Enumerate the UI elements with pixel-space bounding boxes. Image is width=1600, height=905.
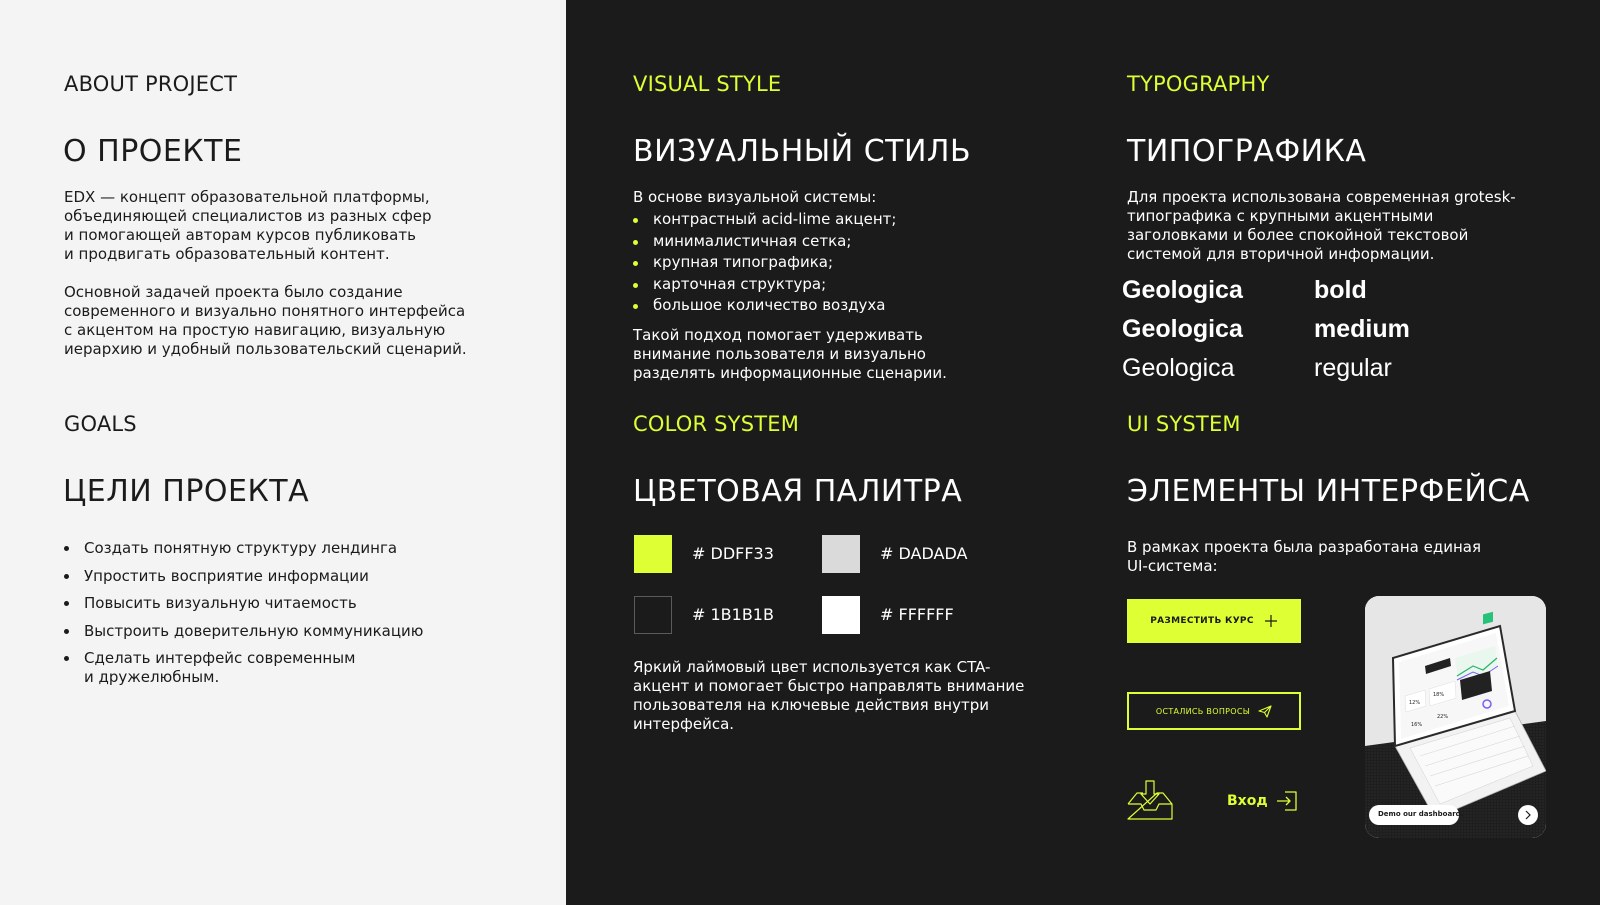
goals-list bbox=[62, 539, 532, 696]
visual-style-item: большое количество воздуха bbox=[631, 295, 1051, 317]
font-weight-medium: medium bbox=[1314, 315, 1410, 343]
color-system-label: COLOR SYSTEM bbox=[633, 412, 800, 436]
svg-text:18%: 18% bbox=[1433, 692, 1445, 698]
typography-label: TYPOGRAPHY bbox=[1127, 72, 1270, 96]
swatch-gray bbox=[822, 535, 860, 573]
visual-style-label: VISUAL STYLE bbox=[633, 72, 782, 96]
font-weight-regular: regular bbox=[1314, 354, 1392, 382]
ui-system-label: UI SYSTEM bbox=[1127, 412, 1241, 436]
visual-style-item: крупная типографика; bbox=[631, 252, 1051, 274]
login-label: Вход bbox=[1227, 793, 1268, 809]
visual-outro-line: разделять информационные сценарии. bbox=[633, 364, 947, 382]
demo-dashboard-label: Demo our dashboard. bbox=[1378, 810, 1464, 818]
about-paragraph-1 bbox=[64, 188, 544, 264]
swatch-white-label: # FFFFFF bbox=[880, 605, 954, 624]
font-sample-bold: Geologica bbox=[1122, 276, 1243, 304]
visual-style-item: карточная структура; bbox=[631, 274, 1051, 296]
goal-item: Создать понятную структуру лендинга bbox=[62, 539, 532, 558]
about-p2-line: современного и визуально понятного интерфейса bbox=[64, 302, 466, 320]
login-link[interactable] bbox=[1227, 790, 1298, 812]
goal-item: Сделать интерфейс современным и дружелюбным. bbox=[62, 649, 532, 687]
color-desc-line: интерфейса. bbox=[633, 715, 735, 733]
ui-system-description bbox=[1127, 538, 1547, 576]
color-system-title: ЦВЕТОВАЯ ПАЛИТРА bbox=[633, 474, 963, 509]
visual-style-title: ВИЗУАЛЬНЫЙ СТИЛЬ bbox=[633, 134, 972, 169]
typography-description bbox=[1127, 188, 1577, 264]
swatch-dark-label: # 1B1B1B bbox=[692, 605, 774, 624]
about-label: ABOUT PROJECT bbox=[64, 72, 238, 96]
about-p1-line: EDX — концепт образовательной платформы, bbox=[64, 188, 430, 206]
svg-text:12%: 12% bbox=[1409, 700, 1421, 706]
color-desc-line: акцент и помогает быстро направлять внимание bbox=[633, 677, 1025, 695]
about-p1-line: и помогающей авторам курсов публиковать bbox=[64, 226, 416, 244]
post-course-button[interactable] bbox=[1127, 599, 1301, 643]
visual-outro-line: внимание пользователя и визуально bbox=[633, 345, 926, 363]
about-panel bbox=[0, 0, 566, 905]
visual-style-outro bbox=[633, 326, 1053, 383]
send-icon bbox=[1258, 705, 1272, 718]
goal-item: Повысить визуальную читаемость bbox=[62, 594, 532, 613]
about-p1-line: объединяющей специалистов из разных сфер bbox=[64, 207, 432, 225]
ui-desc-line: UI-система: bbox=[1127, 557, 1218, 575]
inbox-download-icon[interactable] bbox=[1127, 780, 1173, 824]
swatch-gray-label: # DADADA bbox=[880, 544, 968, 563]
font-weight-bold: bold bbox=[1314, 276, 1367, 304]
svg-text:16%: 16% bbox=[1411, 722, 1423, 728]
design-panel bbox=[566, 0, 1600, 905]
plus-icon bbox=[1264, 614, 1278, 628]
swatch-lime bbox=[634, 535, 672, 573]
ui-system-title: ЭЛЕМЕНТЫ ИНТЕРФЕЙСА bbox=[1127, 474, 1530, 509]
color-desc-line: пользователя на ключевые действия внутри bbox=[633, 696, 990, 714]
about-p2-line: Основной задачей проекта было создание bbox=[64, 283, 403, 301]
typography-desc-line: типографика с крупными акцентными bbox=[1127, 207, 1434, 225]
questions-button[interactable] bbox=[1127, 692, 1301, 730]
font-sample-regular: Geologica bbox=[1122, 354, 1235, 382]
color-system-description bbox=[633, 658, 1073, 734]
login-icon bbox=[1276, 790, 1298, 812]
goal-item: Выстроить доверительную коммуникацию bbox=[62, 622, 532, 641]
about-paragraph-2 bbox=[64, 283, 554, 359]
font-sample-medium: Geologica bbox=[1122, 315, 1243, 343]
visual-style-item: минималистичная сетка; bbox=[631, 231, 1051, 253]
about-p2-line: иерархию и удобный пользовательский сценарий. bbox=[64, 340, 467, 358]
goal-item: Упростить восприятие информации bbox=[62, 567, 532, 586]
post-course-button-label: РАЗМЕСТИТЬ КУРС bbox=[1150, 616, 1254, 626]
typography-desc-line: заголовками и более спокойной текстовой bbox=[1127, 226, 1469, 244]
svg-text:22%: 22% bbox=[1437, 714, 1449, 720]
laptop-illustration bbox=[1365, 596, 1546, 838]
visual-style-item: контрастный acid-lime акцент; bbox=[631, 209, 1051, 231]
about-title: О ПРОЕКТЕ bbox=[63, 134, 243, 169]
swatch-dark bbox=[634, 596, 672, 634]
ui-desc-line: В рамках проекта была разработана единая bbox=[1127, 538, 1482, 556]
swatch-white bbox=[822, 596, 860, 634]
visual-style-list bbox=[631, 209, 1051, 317]
swatch-lime-label: # DDFF33 bbox=[692, 544, 774, 563]
goals-label: GOALS bbox=[64, 412, 137, 436]
typography-title: ТИПОГРАФИКА bbox=[1127, 134, 1367, 169]
questions-button-label: ОСТАЛИСЬ ВОПРОСЫ bbox=[1155, 706, 1251, 716]
goals-title: ЦЕЛИ ПРОЕКТА bbox=[63, 474, 310, 509]
typography-desc-line: системой для вторичной информации. bbox=[1127, 245, 1435, 263]
visual-outro-line: Такой подход помогает удерживать bbox=[633, 326, 923, 344]
about-p1-line: и продвигать образовательный контент. bbox=[64, 245, 390, 263]
about-p2-line: с акцентом на простую навигацию, визуальную bbox=[64, 321, 446, 339]
visual-style-intro: В основе визуальной системы: bbox=[633, 188, 877, 206]
dashboard-demo-card[interactable] bbox=[1365, 596, 1546, 838]
color-desc-line: Яркий лаймовый цвет используется как CTA- bbox=[633, 658, 991, 676]
typography-desc-line: Для проекта использована современная grotesk- bbox=[1127, 188, 1516, 206]
